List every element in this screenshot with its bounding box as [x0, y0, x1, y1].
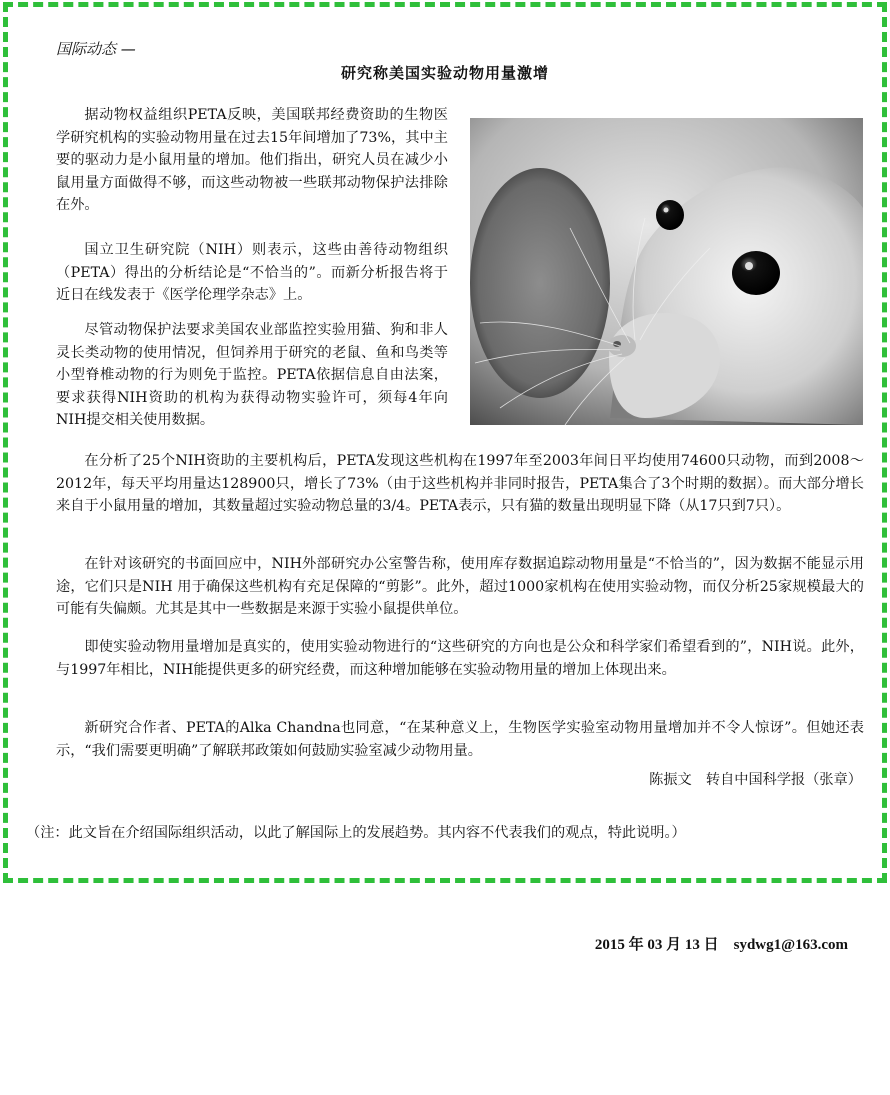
paragraph-3: 尽管动物保护法要求美国农业部监控实验用猫、狗和非人灵长类动物的使用情况，但饲养用于研究的老鼠、鱼和鸟类等小型脊椎动物的行为则免于监控。PETA依据信息自由法案，要求获得NIH资助的机构为获得动物实验许可，须每4年向NIH提交相关使用数据。	[56, 322, 448, 428]
footer-date-email: 2015 年 03 月 13 日 sydwg1@163.com	[594, 937, 848, 953]
article-headline: 研究称美国实验动物用量激增	[340, 64, 549, 82]
paragraph-5: 在针对该研究的书面回应中，NIH外部研究办公室警告称，使用库存数据追踪动物用量是“不恰当的”，因为数据不能显示用途，它们只是NIH 用于确保这些机构有充足保障的“剪影”。此外，超过1000家机构在使用实验动物，而仅分析25家规模最大的可能有失偏颇。尤其是其中一些数据是来源于实验小鼠提供单位。	[56, 556, 864, 617]
paragraph-6: 即使实验动物用量增加是真实的，使用实验动物进行的“这些研究的方向也是公众和科学家们希望看到的”，NIH说。此外，与1997年相比，NIH能提供更多的研究经费，而这种增加能够在实验动物用量的增加上体现出来。	[56, 639, 864, 678]
paragraph-7: 新研究合作者、PETA的Alka Chandna也同意，“在某种意义上，生物医学实验室动物用量增加并不令人惊讶”。但她还表示，“我们需要更明确”了解联邦政策如何鼓励实验室减少动物用量。	[56, 720, 864, 759]
byline: 陈振文 转自中国科学报（张章）	[649, 772, 862, 788]
disclaimer-note: （注：此文旨在介绍国际组织活动，以此了解国际上的发展趋势。其内容不代表我们的观点，特此说明。）	[26, 825, 686, 841]
paragraph-2: 国立卫生研究院（NIH）则表示，这些由善待动物组织（PETA）得出的分析结论是“不恰当的”。而新分析报告将于近日在线发表于《医学伦理学杂志》上。	[56, 242, 448, 303]
mouse-photo	[470, 118, 863, 425]
section-tag: 国际动态 —	[56, 40, 136, 58]
paragraph-4: 在分析了25个NIH资助的主要机构后，PETA发现这些机构在1997年至2003年间日平均使用74600只动物，而到2008～2012年，每天平均用量达128900只，增长了73%（由于这些机构并非同时报告，PETA集合了3个时期的数据）。而大部分增长来自于小鼠用量的增加，其数量超过实验动物总量的3/4。PETA表示，只有猫的数量出现明显下降（从17只到7只）。	[56, 453, 864, 514]
paragraph-1: 据动物权益组织PETA反映，美国联邦经费资助的生物医学研究机构的实验动物用量在过去15年间增加了73%，其中主要的驱动力是小鼠用量的增加。他们指出，研究人员在减少小鼠用量方面做得不够，而这些动物被一些联邦动物保护法排除在外。	[56, 107, 448, 213]
